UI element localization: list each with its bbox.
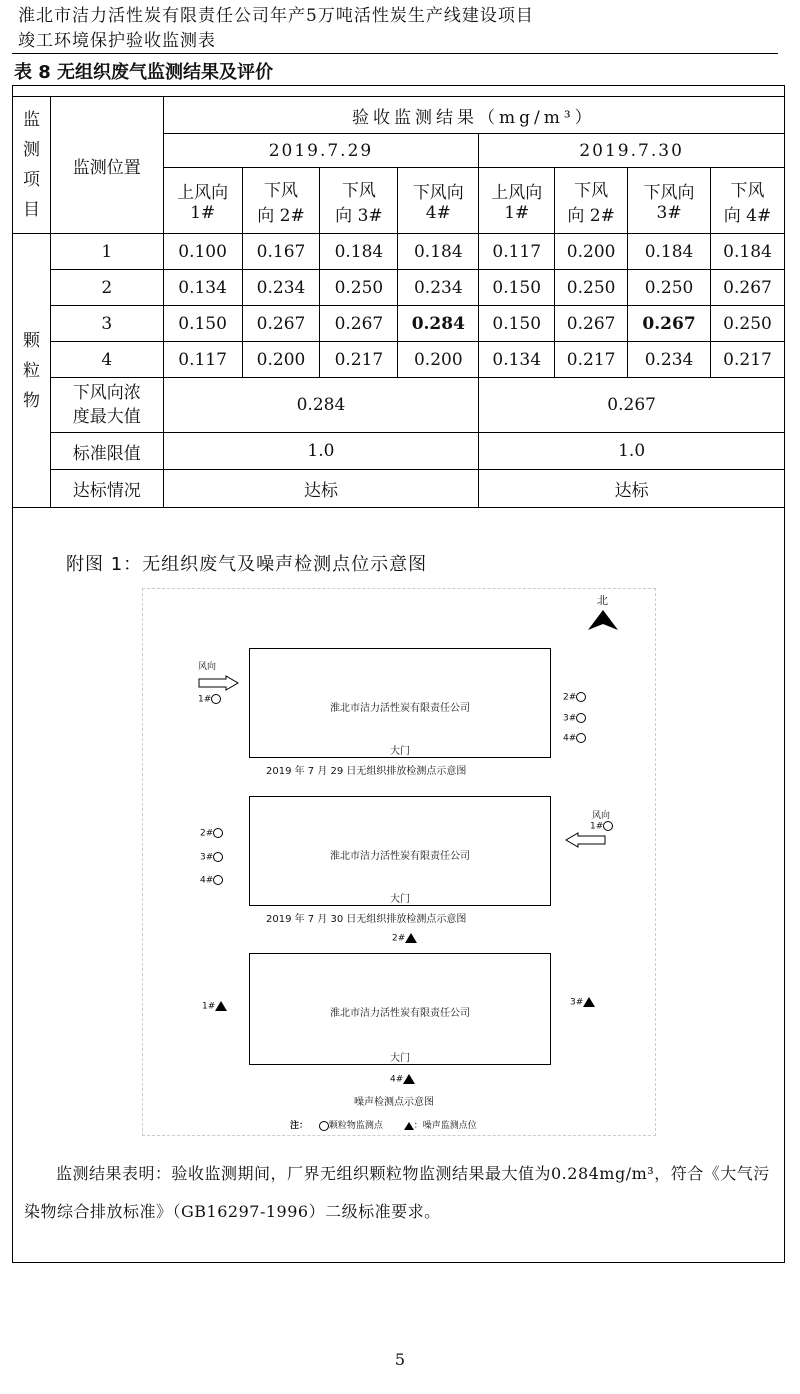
particle-point-icon: [576, 733, 586, 743]
particle-point-icon: [576, 713, 586, 723]
limit-value-day2: 1.0: [479, 433, 785, 470]
particle-point-icon: [603, 821, 613, 831]
noise-point-icon: [215, 1001, 227, 1011]
noise-legend-icon: [404, 1122, 414, 1130]
row-label: 4: [50, 342, 163, 378]
monitoring-point: 2#: [563, 692, 586, 703]
value-cell: 0.217: [320, 342, 398, 378]
header-rule: [12, 53, 778, 54]
table-row: [13, 342, 785, 378]
point-header: 上风向 1#: [479, 168, 555, 234]
header-line-2: 竣工环境保护验收监测表: [18, 31, 216, 51]
value-cell: 0.117: [479, 234, 555, 270]
wind-label: 风向: [198, 662, 217, 672]
table-row: [13, 306, 785, 342]
gate-label: 大门: [390, 1053, 410, 1064]
legend-particle: 颗粒物监测点: [328, 1121, 383, 1131]
value-cell: 0.267: [320, 306, 398, 342]
point-header: 下风向 3#: [628, 168, 711, 234]
noise-point-icon: [583, 997, 595, 1007]
value-cell: 0.134: [479, 342, 555, 378]
value-cell: 0.184: [398, 234, 479, 270]
gate-label: 大门: [390, 746, 410, 757]
table-row: [13, 470, 785, 508]
value-cell: 0.134: [163, 270, 242, 306]
figure-title: 附图 1：无组织废气及噪声检测点位示意图: [66, 554, 428, 575]
monitoring-point: 2#: [200, 828, 223, 839]
monitoring-point: 1#: [590, 821, 613, 832]
max-value-cell: 0.267: [628, 306, 711, 342]
monitoring-point-diagram: [142, 588, 656, 1136]
plant-outline: [249, 796, 551, 906]
point-header: 上风向 1#: [163, 168, 242, 234]
table-row: [13, 234, 785, 270]
date-header-2: 2019.7.30: [479, 134, 785, 168]
point-header: 下风 向 2#: [242, 168, 320, 234]
value-cell: 0.184: [320, 234, 398, 270]
monitoring-point: 4#: [200, 875, 223, 886]
company-label: 淮北市洁力活性炭有限责任公司: [330, 1008, 470, 1019]
row-label: 1: [50, 234, 163, 270]
value-cell: 0.250: [555, 270, 628, 306]
max-value-day2: 0.267: [479, 378, 785, 433]
item-header: 监 测 项 目: [13, 97, 51, 234]
point-header: 下风 向 2#: [555, 168, 628, 234]
noise-point-icon: [403, 1074, 415, 1084]
wind-label: 风向: [592, 811, 611, 821]
plant-outline: [249, 648, 551, 758]
company-label: 淮北市洁力活性炭有限责任公司: [330, 851, 470, 862]
pollutant-cell: 颗 粒 物: [13, 234, 51, 508]
row-label: 3: [50, 306, 163, 342]
plant-outline: [249, 953, 551, 1065]
summary-paragraph: 监测结果表明：验收监测期间，厂界无组织颗粒物监测结果最大值为0.284mg/m³，符合《大气污染物综合排放标准》（GB16297-1996）二级标准要求。: [24, 1164, 770, 1221]
noise-point: 4#: [390, 1074, 415, 1085]
row-label: 2: [50, 270, 163, 306]
value-cell: 0.250: [711, 306, 785, 342]
diagram-caption: 2019 年 7 月 30 日无组织排放检测点示意图: [266, 914, 467, 925]
point-header: 下风向 4#: [398, 168, 479, 234]
particle-point-icon: [576, 692, 586, 702]
diagram-caption: 噪声检测点示意图: [354, 1097, 434, 1108]
monitoring-results-table: [12, 96, 785, 508]
location-header: 监测位置: [50, 97, 163, 234]
max-value-day1: 0.284: [163, 378, 479, 433]
page-number: 5: [394, 1350, 406, 1369]
status-value-day1: 达标: [163, 470, 479, 508]
table-row: [13, 270, 785, 306]
legend-noise: ：噪声监测点位: [413, 1121, 477, 1131]
max-label: 下风向浓 度最大值: [50, 378, 163, 433]
value-cell: 0.167: [242, 234, 320, 270]
value-cell: 0.117: [163, 342, 242, 378]
wind-arrow-east-icon: [198, 675, 240, 691]
north-label: 北: [597, 594, 608, 607]
value-cell: 0.200: [555, 234, 628, 270]
status-label: 达标情况: [50, 470, 163, 508]
value-cell: 0.200: [398, 342, 479, 378]
noise-point: 2#: [392, 933, 417, 944]
value-cell: 0.184: [628, 234, 711, 270]
value-cell: 0.100: [163, 234, 242, 270]
monitoring-point: 3#: [563, 713, 586, 724]
value-cell: 0.150: [479, 270, 555, 306]
document-header: [18, 4, 534, 54]
value-cell: 0.250: [320, 270, 398, 306]
monitoring-point: 3#: [200, 852, 223, 863]
table-title: 表 8 无组织废气监测结果及评价: [14, 62, 274, 83]
value-cell: 0.217: [555, 342, 628, 378]
date-header-1: 2019.7.29: [163, 134, 479, 168]
particle-point-icon: [213, 828, 223, 838]
point-header: 下风 向 3#: [320, 168, 398, 234]
limit-label: 标准限值: [50, 433, 163, 470]
north-arrow-icon: [588, 610, 618, 632]
header-line-1: 淮北市洁力活性炭有限责任公司年产5万吨活性炭生产线建设项目: [18, 6, 534, 26]
value-cell: 0.267: [242, 306, 320, 342]
value-cell: 0.267: [555, 306, 628, 342]
value-cell: 0.150: [163, 306, 242, 342]
monitoring-point: 4#: [563, 733, 586, 744]
result-header: 验收监测结果（mg/m³）: [163, 97, 784, 134]
value-cell: 0.234: [242, 270, 320, 306]
value-cell: 0.184: [711, 234, 785, 270]
company-label: 淮北市洁力活性炭有限责任公司: [330, 703, 470, 714]
legend: [290, 1118, 477, 1131]
value-cell: 0.217: [711, 342, 785, 378]
value-cell: 0.200: [242, 342, 320, 378]
value-cell: 0.150: [479, 306, 555, 342]
value-cell: 0.234: [628, 342, 711, 378]
limit-value-day1: 1.0: [163, 433, 479, 470]
diagram-caption: 2019 年 7 月 29 日无组织排放检测点示意图: [266, 766, 467, 777]
status-value-day2: 达标: [479, 470, 785, 508]
value-cell: 0.267: [711, 270, 785, 306]
particle-point-icon: [211, 694, 221, 704]
value-cell: 0.250: [628, 270, 711, 306]
particle-point-icon: [213, 852, 223, 862]
max-value-cell: 0.284: [398, 306, 479, 342]
table-row: [13, 433, 785, 470]
noise-point: 1#: [202, 1001, 227, 1012]
point-header: 下风 向 4#: [711, 168, 785, 234]
particle-point-icon: [213, 875, 223, 885]
noise-point-icon: [405, 933, 417, 943]
particle-legend-icon: [319, 1121, 329, 1131]
table-row: [13, 378, 785, 433]
gate-label: 大门: [390, 894, 410, 905]
legend-note: 注：: [290, 1121, 309, 1131]
wind-arrow-west-icon: [564, 832, 606, 848]
value-cell: 0.234: [398, 270, 479, 306]
noise-point: 3#: [570, 997, 595, 1008]
monitoring-point: 1#: [198, 694, 221, 705]
